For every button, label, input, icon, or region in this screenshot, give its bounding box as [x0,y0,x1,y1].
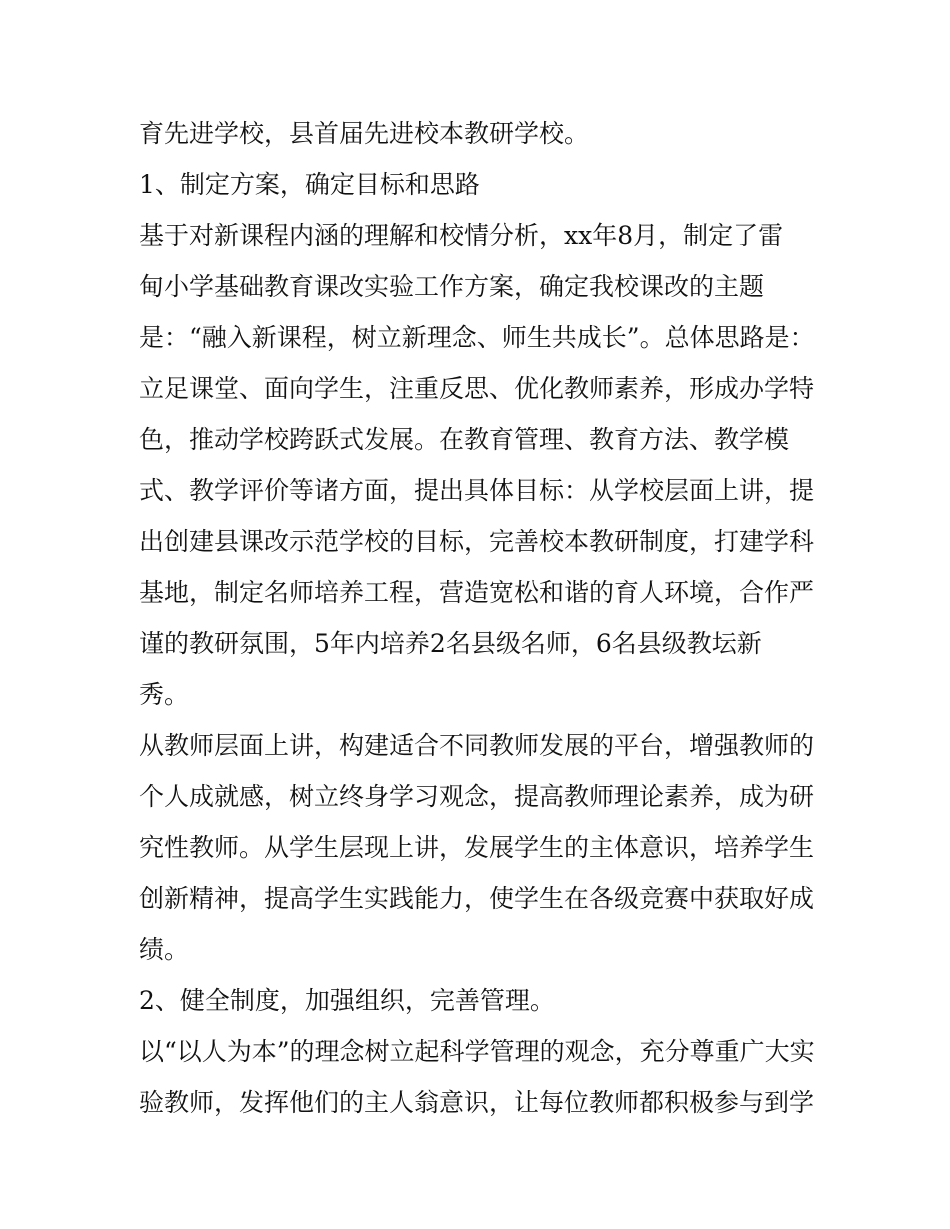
text-line: 立足课堂、面向学生，注重反思、优化教师素养，形成办学特 [139,374,815,403]
text-line: 创新精神，提高学生实践能力，使学生在各级竞赛中获取好成 [139,884,815,913]
text-line: 育先进学校，县首届先进校本教研学校。 [139,119,590,148]
section-heading: 2、健全制度，加强组织，完善管理。 [139,986,555,1015]
text-line: 色，推动学校跨跃式发展。在教育管理、教育方法、教学模 [139,425,790,454]
text-line: 验教师，发挥他们的主人翁意识，让每位教师都积极参与到学 [139,1088,815,1117]
text-line: 是：“融入新课程，树立新理念、师生共成长”。总体思路是： [139,323,815,352]
text-line: 从教师层面上讲，构建适合不同教师发展的平台，增强教师的 [139,731,815,760]
text-line: 基地，制定名师培养工程，营造宽松和谐的育人环境，合作严 [139,578,815,607]
text-line: 究性教师。从学生层现上讲，发展学生的主体意识，培养学生 [139,833,815,862]
text-line: 式、教学评价等诸方面，提出具体目标：从学校层面上讲，提 [139,476,815,505]
text-line: 出创建县课改示范学校的目标，完善校本教研制度，打建学科 [139,527,815,556]
text-line: 甸小学基础教育课改实验工作方案，确定我校课改的主题 [139,272,765,301]
section-heading: 1、制定方案，确定目标和思路 [139,170,480,199]
text-line: 秀。 [139,680,190,709]
text-line: 谨的教研氛围，5年内培养2名县级名师，6名县级教坛新 [139,629,762,658]
text-line: 以“以人为本”的理念树立起科学管理的观念，充分尊重广大实 [139,1037,815,1066]
document-body [139,108,839,1128]
text-line: 个人成就感，树立终身学习观念，提高教师理论素养，成为研 [139,782,815,811]
text-line: 基于对新课程内涵的理解和校情分析，xx年8月，制定了雷 [139,221,784,250]
text-line: 绩。 [139,935,190,964]
